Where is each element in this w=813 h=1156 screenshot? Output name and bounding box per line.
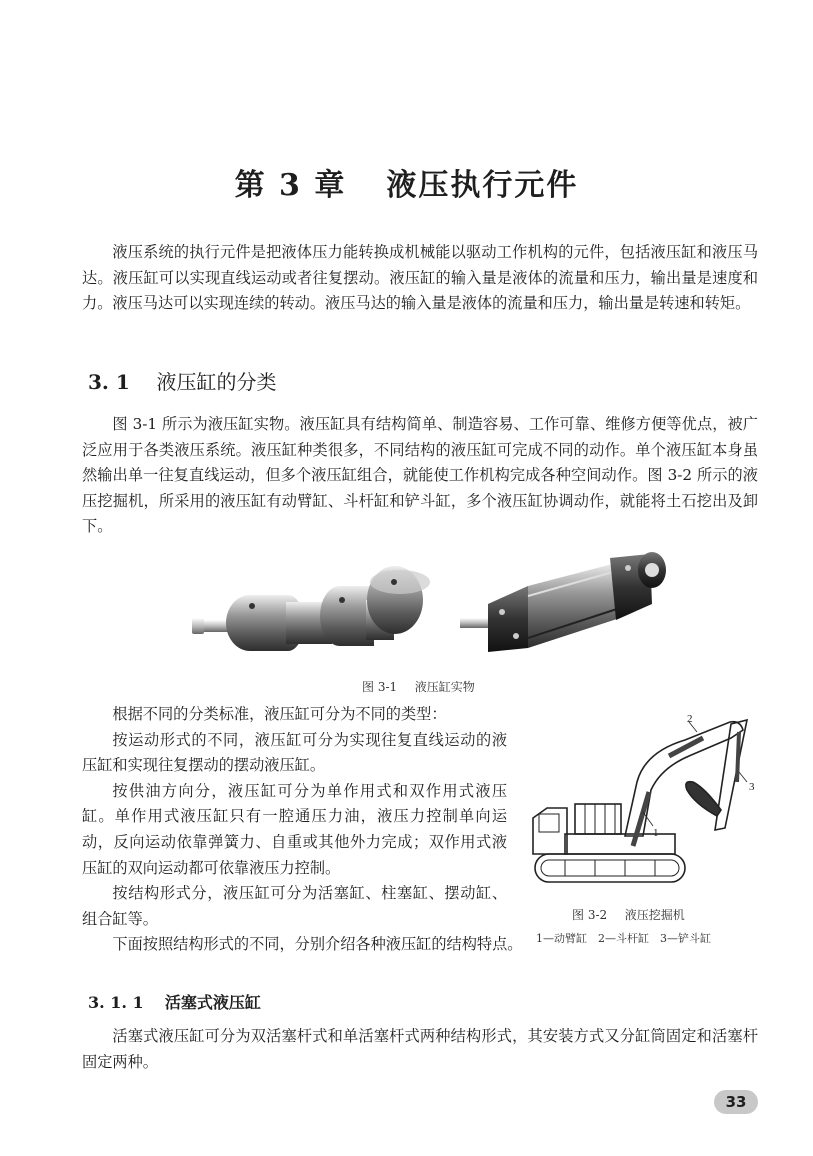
classes-by-oil-supply: 按供油方向分，液压缸可分为单作用式和双作用式液压缸。单作用式液压缸只有一腔通压力油，液压力控制单向运动，反向运动依靠弹簧力、自重或其他外力完成；双作用式液压缸的双向运动都可依靠液压力控制。 <box>82 781 507 877</box>
figure-3-2-caption <box>572 906 685 923</box>
tandem-cylinder <box>192 566 430 651</box>
section-title: 液压缸的分类 <box>156 370 277 394</box>
figure-3-1-image <box>190 548 680 674</box>
classes-by-structure: 按结构形式分，液压缸可分为活塞缸、柱塞缸、摆动缸、组合缸等。 <box>82 884 507 928</box>
label-3: 3 <box>749 781 755 793</box>
subsection-paragraph <box>82 1024 758 1075</box>
figure-3-2-legend: 1—动臂缸 2—斗杆缸 3—铲斗缸 <box>536 932 711 945</box>
section-heading-3-1 <box>88 366 276 395</box>
subsection-text: 活塞式液压缸可分为双活塞杆式和单活塞杆式两种结构形式，其安装方式又分缸筒固定和活塞杆固定两种。 <box>82 1027 758 1071</box>
chapter-number: 第 3 章 <box>234 168 347 203</box>
figure-3-1-caption <box>362 678 475 695</box>
chapter-name: 液压执行元件 <box>386 168 579 203</box>
section-3-1-text: 图 3-1 所示为液压缸实物。液压缸具有结构简单、制造容易、工作可靠、维修方便等优点，被广泛应用于各类液压系统。液压缸种类很多，不同结构的液压缸可完成不同的动作。单个液压缸本身虽然输出单一往复直线运动，但多个液压缸组合，就能使工作机构完成各种空间动作。图 3-2 所示的液压挖掘机，所采用的液压缸有动臂缸、斗杆缸和铲斗缸，多个液压缸协调动作，就能将土石挖出及卸下。 <box>82 415 758 536</box>
figure-3-2-text: 液压挖掘机 <box>624 908 685 922</box>
figure-3-2-image <box>525 712 765 892</box>
intro-paragraph <box>82 240 758 317</box>
section-3-1-paragraph <box>82 412 758 540</box>
subsection-heading-3-1-1 <box>88 990 261 1013</box>
tie-rod-cylinder <box>460 552 666 652</box>
classes-by-motion: 按运动形式的不同，液压缸可分为实现往复直线运动的液压缸和实现往复摆动的摆动液压缸。 <box>82 730 507 775</box>
label-1: 1 <box>653 827 659 839</box>
label-2: 2 <box>687 713 693 725</box>
intro-text: 液压系统的执行元件是把液体压力能转换成机械能以驱动工作机构的元件，包括液压缸和液压马达。液压缸可以实现直线运动或者往复摆动。液压缸的输入量是液体的流量和压力，输出量是速度和力。液压马达可以实现连续的转动。液压马达的输入量是液体的流量和压力，输出量是转速和转矩。 <box>82 243 758 313</box>
subsection-number: 3. 1. 1 <box>88 993 144 1012</box>
figure-3-1-number: 图 3-1 <box>362 680 398 694</box>
excavator-drawing <box>533 720 747 882</box>
classification-paragraphs <box>82 702 523 958</box>
subsection-title: 活塞式液压缸 <box>164 993 261 1012</box>
classes-intro: 根据不同的分类标准，液压缸可分为不同的类型： <box>112 705 447 723</box>
chapter-title <box>0 160 813 204</box>
next-intro: 下面按照结构形式的不同，分别介绍各种液压缸的结构特点。 <box>112 935 523 954</box>
section-number: 3. 1 <box>88 370 130 394</box>
page-number: 33 <box>714 1090 758 1114</box>
figure-3-2-number: 图 3-2 <box>572 908 608 922</box>
figure-3-1-text: 液压缸实物 <box>414 680 475 694</box>
